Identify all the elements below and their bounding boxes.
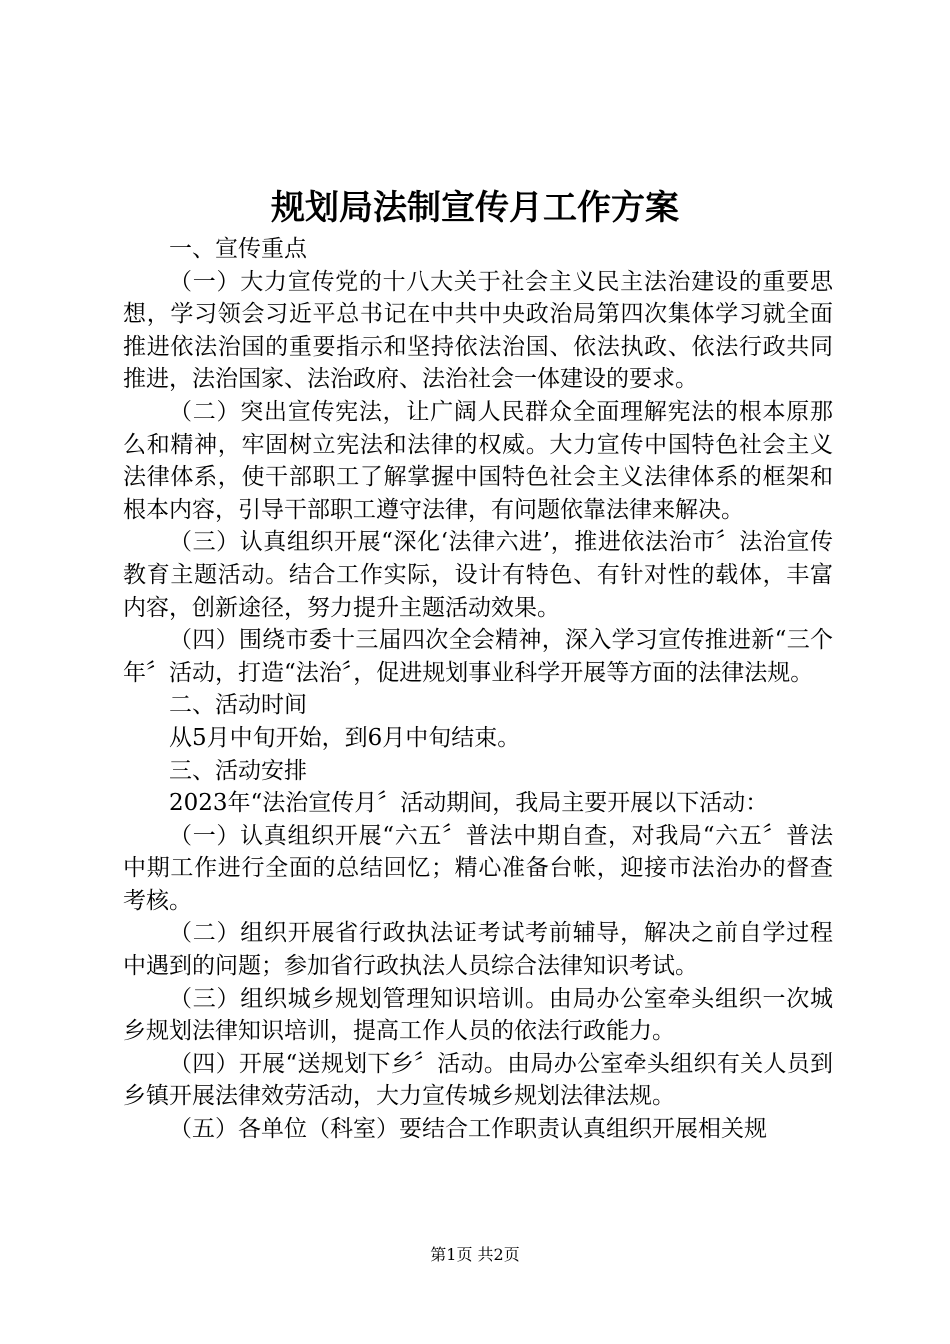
- page-number: 第1页 共2页: [430, 1245, 520, 1264]
- paragraph: （一）认真组织开展“六五〞普法中期自查，对我局“六五〞普法中期工作进行全面的总结回忆；精心准备台帐，迎接市法治办的督查考核。: [123, 822, 833, 914]
- paragraph: （三）组织城乡规划管理知识培训。由局办公室牵头组织一次城乡规划法律知识培训，提高工作人员的依法行政能力。: [123, 985, 833, 1045]
- paragraph: （一）大力宣传党的十八大关于社会主义民主法治建设的重要思想，学习领会习近平总书记在中共中央政治局第四次集体学习就全面推进依法治国的重要指示和坚持依法治国、依法执政、依法行政共同推进，法治国家、法治政府、法治社会一体建设的要求。: [123, 268, 833, 393]
- paragraph: （四）围绕市委十三届四次全会精神，深入学习宣传推进新“三个年〞活动，打造“法治〞，促进规划事业科学开展等方面的法律法规。: [123, 627, 833, 686]
- paragraph: （二）突出宣传宪法，让广阔人民群众全面理解宪法的根本原那么和精神，牢固树立宪法和法律的权威。大力宣传中国特色社会主义法律体系，使干部职工了解掌握中国特色社会主义法律体系的框架和根本内容，引导干部职工遵守法律，有问题依靠法律来解决。: [123, 398, 833, 523]
- paragraph: （二）组织开展省行政执法证考试考前辅导，解决之前自学过程中遇到的问题；参加省行政执法人员综合法律知识考试。: [123, 920, 833, 980]
- paragraph: 2023年“法治宣传月〞活动期间，我局主要开展以下活动：: [169, 790, 769, 817]
- paragraph: （三）认真组织开展“深化‘法律六进’，推进依法治市〞法治宣传教育主题活动。结合工作实际，设计有特色、有针对性的载体，丰富内容，创新途径，努力提升主题活动效果。: [123, 529, 833, 621]
- paragraph: （四）开展“送规划下乡〞活动。由局办公室牵头组织有关人员到乡镇开展法律效劳活动，大力宣传城乡规划法律法规。: [123, 1050, 833, 1110]
- section-heading: 二、活动时间: [169, 692, 307, 719]
- paragraph: （五）各单位（科室）要结合工作职责认真组织开展相关规: [169, 1116, 767, 1143]
- section-heading: 一、宣传重点: [169, 236, 307, 262]
- document-title: 规划局法制宣传月工作方案: [271, 188, 679, 228]
- document-body: [123, 233, 833, 1146]
- paragraph: 从5月中旬开始，到6月中旬结束。: [169, 724, 521, 751]
- section-heading: 三、活动安排: [169, 757, 307, 784]
